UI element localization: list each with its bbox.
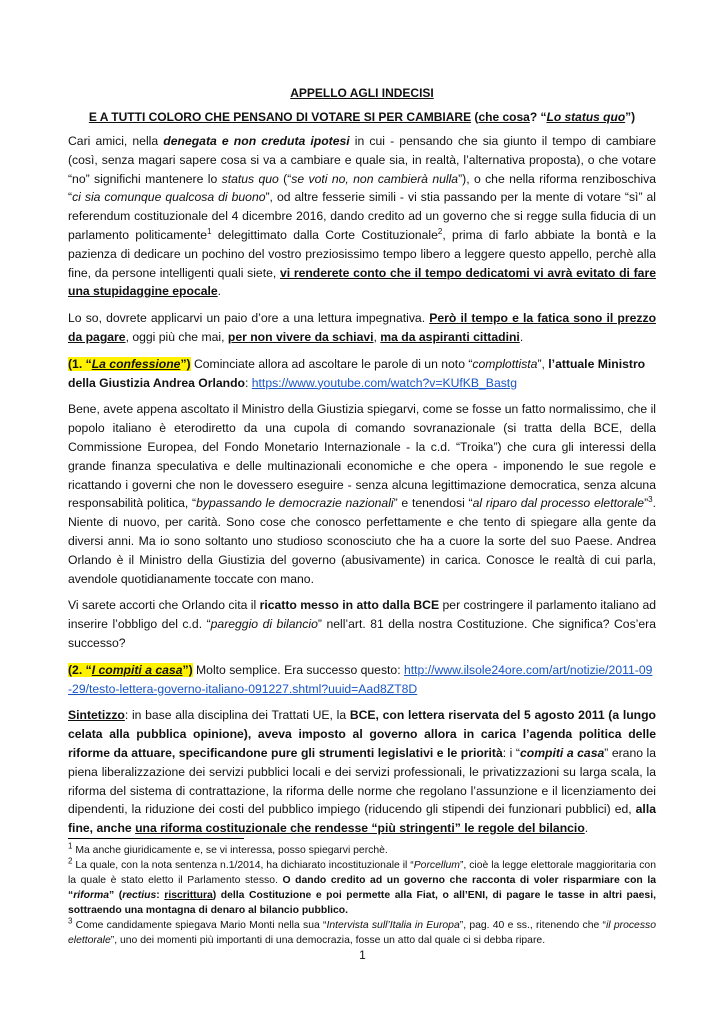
document-subtitle: E A TUTTI COLORO CHE PENSANO DI VOTARE SI PER CAMBIARE (che cosa? “Lo status quo”): [88, 110, 636, 124]
paragraph-sintesi: Sintetizzo: in base alla disciplina dei Trattati UE, la BCE, con lettera riservata del 5 agosto 2011 (a lungo celata alla pubblica opinione), aveva imposto al governo allora in carica l’agenda politica delle riforme da attuare, specificandone pure gli strumenti legislativi e le priorità: i “compiti a casa” erano la piena liberalizzazione dei servizi pubblici locali e dei servizi professionali, le privatizzazioni su larga scala, la riforma del sistema di contrattazione, la riforma delle norme che regolano l’assunzione e il licenziamento dei dipendenti, la riduzione dei costi del pubblico impiego (riducendo gli stipendi dei funzionari pubblici) ed, alla fine, anche una riforma costituzionale che rendesse “più stringenti” le regole del bilancio.: [68, 708, 657, 836]
section-label-2: (2. “I compiti a casa”): [68, 662, 193, 677]
footnote-ref-3[interactable]: 3: [648, 495, 653, 505]
paragraph-ministro: Bene, avete appena ascoltato il Ministro della Giustizia spiegarvi, come se fosse un fatto normalissimo, che il popolo italiano è eterodiretto da una cupola di comando sovranazionale (si tratta della BCE, della Commissione Europea, del Fondo Monetario Internazionale - la c.d. “Troika”) che cura gli interessi della grande finanza speculativa e delle multinazionali economiche e che opera - imponendo le sue regole e ricattando i governi che non le dovessero eseguire - senza alcuna legittimazione democratica, senza alcuna responsabilità politica, “bypassando le democrazie nazionali” e tenendosi “al riparo dal processo elettorale”$^3$. Niente di nuovo, per carità. Sono cose che conosco perfettamente e che tento di spiegare alla gente da diversi anni. Ma io sono soltanto uno studioso sconosciuto che ha a cuore la sorte del suo Paese. Andrea Orlando è il Ministro della Giustizia del governo (abusivamente) in carica. Conosce le realtà di cui parla, avendole quotidianamente toccate con mano.: [68, 402, 656, 586]
section-label-1: (1. “La confessione”): [68, 356, 191, 371]
subtitle-status-quo: Lo status quo: [546, 110, 626, 124]
page-number: 1: [359, 948, 366, 962]
footnote-ref-2[interactable]: 2: [437, 226, 443, 236]
footnote-3: $^3$ Come candidamente spiegava Mario Monti nella sua “Intervista sull’Italia in Europa”, pag. 40 e ss., ritenendo che “il processo elettorale”, uno dei momenti più importanti di una democrazia, fosse un atto dal quale ci si debba ripare.: [68, 916, 656, 946]
footnote-2: $^2$ La quale, con la nota sentenza n.1/2014, ha dichiarato incostituzionale il “Porcellum”, cioè la legge elettorale maggioritaria con la quale è stato eletto il Parlamento stesso. O dando credito ad un governo che racconta di voler risparmiare con la “riforma” (rectius: riscrittura) della Costituzione e poi permette alla Fiat, o all’ENI, di pagare le tasse in altri paesi, sottraendo una montagna di denaro al bilancio pubblico.: [68, 856, 657, 916]
youtube-link[interactable]: https://www.youtube.com/watch?v=KUfKB_Bastg: [251, 375, 517, 390]
paragraph-reading: Lo so, dovrete applicarvi un paio d’ore a una lettura impegnativa. Però il tempo e la fatica sono il prezzo da pagare, oggi più che mai, per non vivere da schiavi, ma da aspiranti cittadini.: [68, 311, 657, 344]
subtitle-main: E A TUTTI COLORO CHE PENSANO DI VOTARE SI PER CAMBIARE: [88, 110, 472, 124]
section-confessione: (1. “La confessione”) Cominciate allora ad ascoltare le parole di un noto “complottista”, l’attuale Ministro della Giustizia Andrea Orlando: https://www.youtube.com/watch?v=KUfKB_Bastg: [68, 356, 646, 390]
footnotes: [68, 843, 656, 948]
document-title: APPELLO AGLI INDECISI: [290, 86, 434, 100]
subtitle-che-cosa: che cosa: [478, 110, 530, 124]
footnote-1: $^1$ Ma anche giuridicamente e, se vi interessa, posso spiegarvi perchè.: [68, 841, 388, 856]
footnote-ref-1[interactable]: 1: [207, 226, 212, 236]
section-compiti: (2. “I compiti a casa”) Molto semplice. Era successo questo: http://www.ilsole24ore.com/art/notizie/2011-09-29/testo-lettera-governo-italiano-091227.shtml?uuid=Aad8ZT8D: [68, 662, 653, 696]
footnote-separator: [68, 838, 244, 839]
paragraph-bce: Vi sarete accorti che Orlando cita il ricatto messo in atto dalla BCE per costringere il parlamento italiano ad inserire l’obbligo del c.d. “pareggio di bilancio” nell’art. 81 della nostra Costituzione. Che significa? Cos’era successo?: [68, 598, 656, 650]
document-body: [68, 86, 656, 846]
paragraph-intro: Cari amici, nella denegata e non creduta ipotesi in cui - pensando che sia giunto il tempo di cambiare (così, senza magari sapere cosa si va a cambiare e quale sia, in realtà, l’alternativa proposta), o che votare “no” significhi mantenere lo status quo (“se voti no, non cambierà nulla”), o che nella riforma renziboschiva “ci sia comunque qualcosa di buono”, od altre fesserie simili - vi stia passando per la mente di votare “sì” al referendum costituzionale del 4 dicembre 2016, dando credito ad un governo che si regge sulla fiducia di un parlamento politicamente$^1$ delegittimato dalla Corte Costituzionale$^2$, prima di farlo abbiate la bontà e la pazienza di dedicare un pochino del vostro preziosissimo tempo libero a leggere questo appello, perchè alla fine, da persone intelligenti quali siete, vi renderete conto che il tempo dedicatomi vi avrà evitato di fare una stupidaggine epocale.: [68, 134, 656, 299]
ilsole24ore-link[interactable]: http://www.ilsole24ore.com/art/notizie/2011-09-29/testo-lettera-governo-italiano-091227.shtml?uuid=Aad8ZT8D: [68, 662, 653, 696]
